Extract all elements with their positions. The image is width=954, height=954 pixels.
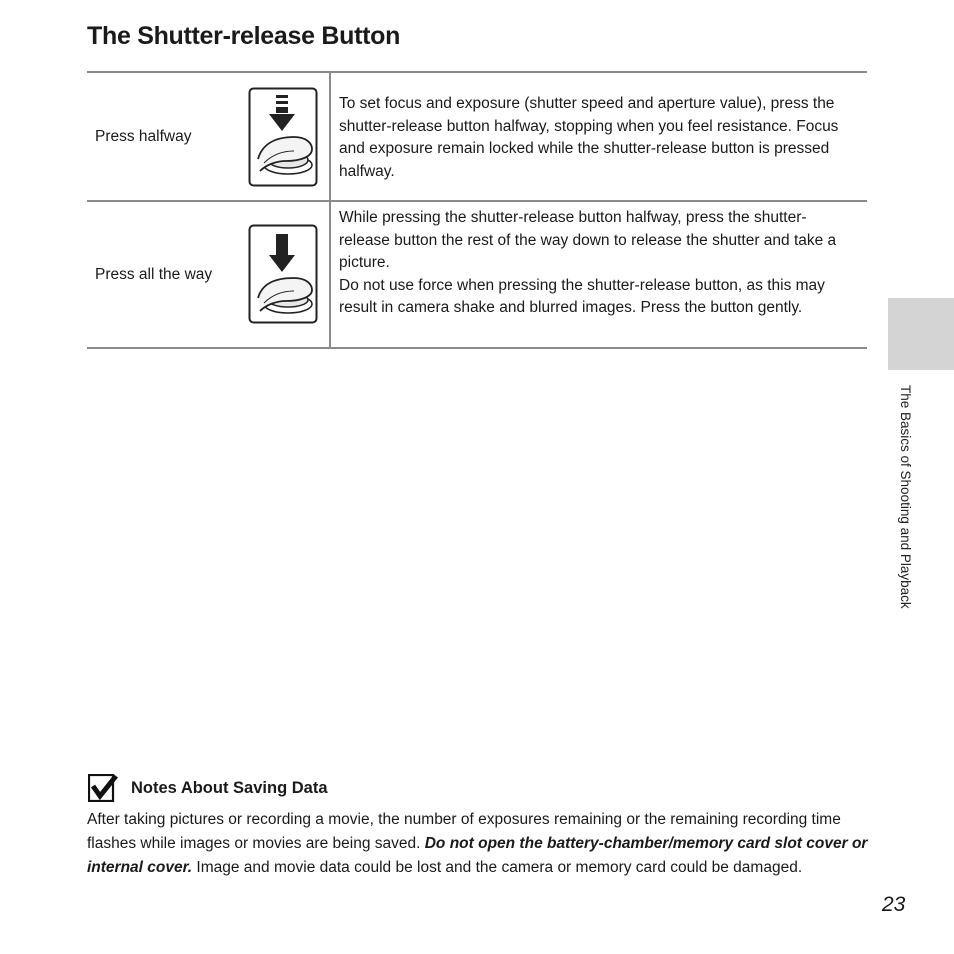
- notes-body-text-end: Image and movie data could be lost and the camera or memory card could be damaged.: [192, 859, 803, 876]
- notes-heading: Notes About Saving Data: [131, 779, 328, 797]
- section-tab: [888, 298, 954, 370]
- notes-body: [87, 808, 877, 880]
- description-paragraph: While pressing the shutter-release button halfway, press the shutter-release button the rest of the way down to release the shutter and take a picture.: [339, 209, 837, 271]
- table-row: [87, 202, 867, 349]
- full-press-icon: [248, 224, 318, 324]
- section-label-wrap: [898, 385, 916, 685]
- table-row: [87, 73, 867, 202]
- row-label-cell: [87, 202, 331, 347]
- row-description: [331, 73, 867, 200]
- row-label-press-all-the-way: Press all the way: [95, 265, 213, 283]
- row-description: [331, 202, 867, 347]
- page-number: 23: [882, 893, 906, 916]
- page-title: The Shutter-release Button: [87, 22, 401, 50]
- shutter-press-table: [87, 71, 867, 349]
- description-paragraph: To set focus and exposure (shutter speed and aperture value), press the shutter-release button halfway, stopping when you feel resistance. Focus and exposure remain locked while the shutter-release button is pressed halfway.: [339, 95, 839, 180]
- section-label: The Basics of Shooting and Playback: [898, 385, 913, 609]
- row-label-press-halfway: Press halfway: [95, 127, 192, 145]
- half-press-icon: [248, 87, 318, 187]
- row-label-cell: [87, 73, 331, 200]
- description-paragraph: Do not use force when pressing the shutter-release button, as this may result in camera shake and blurred images. Press the button gently.: [339, 276, 825, 316]
- checkmark-note-icon: [88, 774, 118, 802]
- notes-warning-text: Do not open the battery-chamber/memory card slot cover or internal cover.: [87, 835, 868, 876]
- notes-body-text: After taking pictures or recording a movie, the number of exposures remaining or the remaining recording time flashes while images or movies are being saved.: [87, 811, 841, 852]
